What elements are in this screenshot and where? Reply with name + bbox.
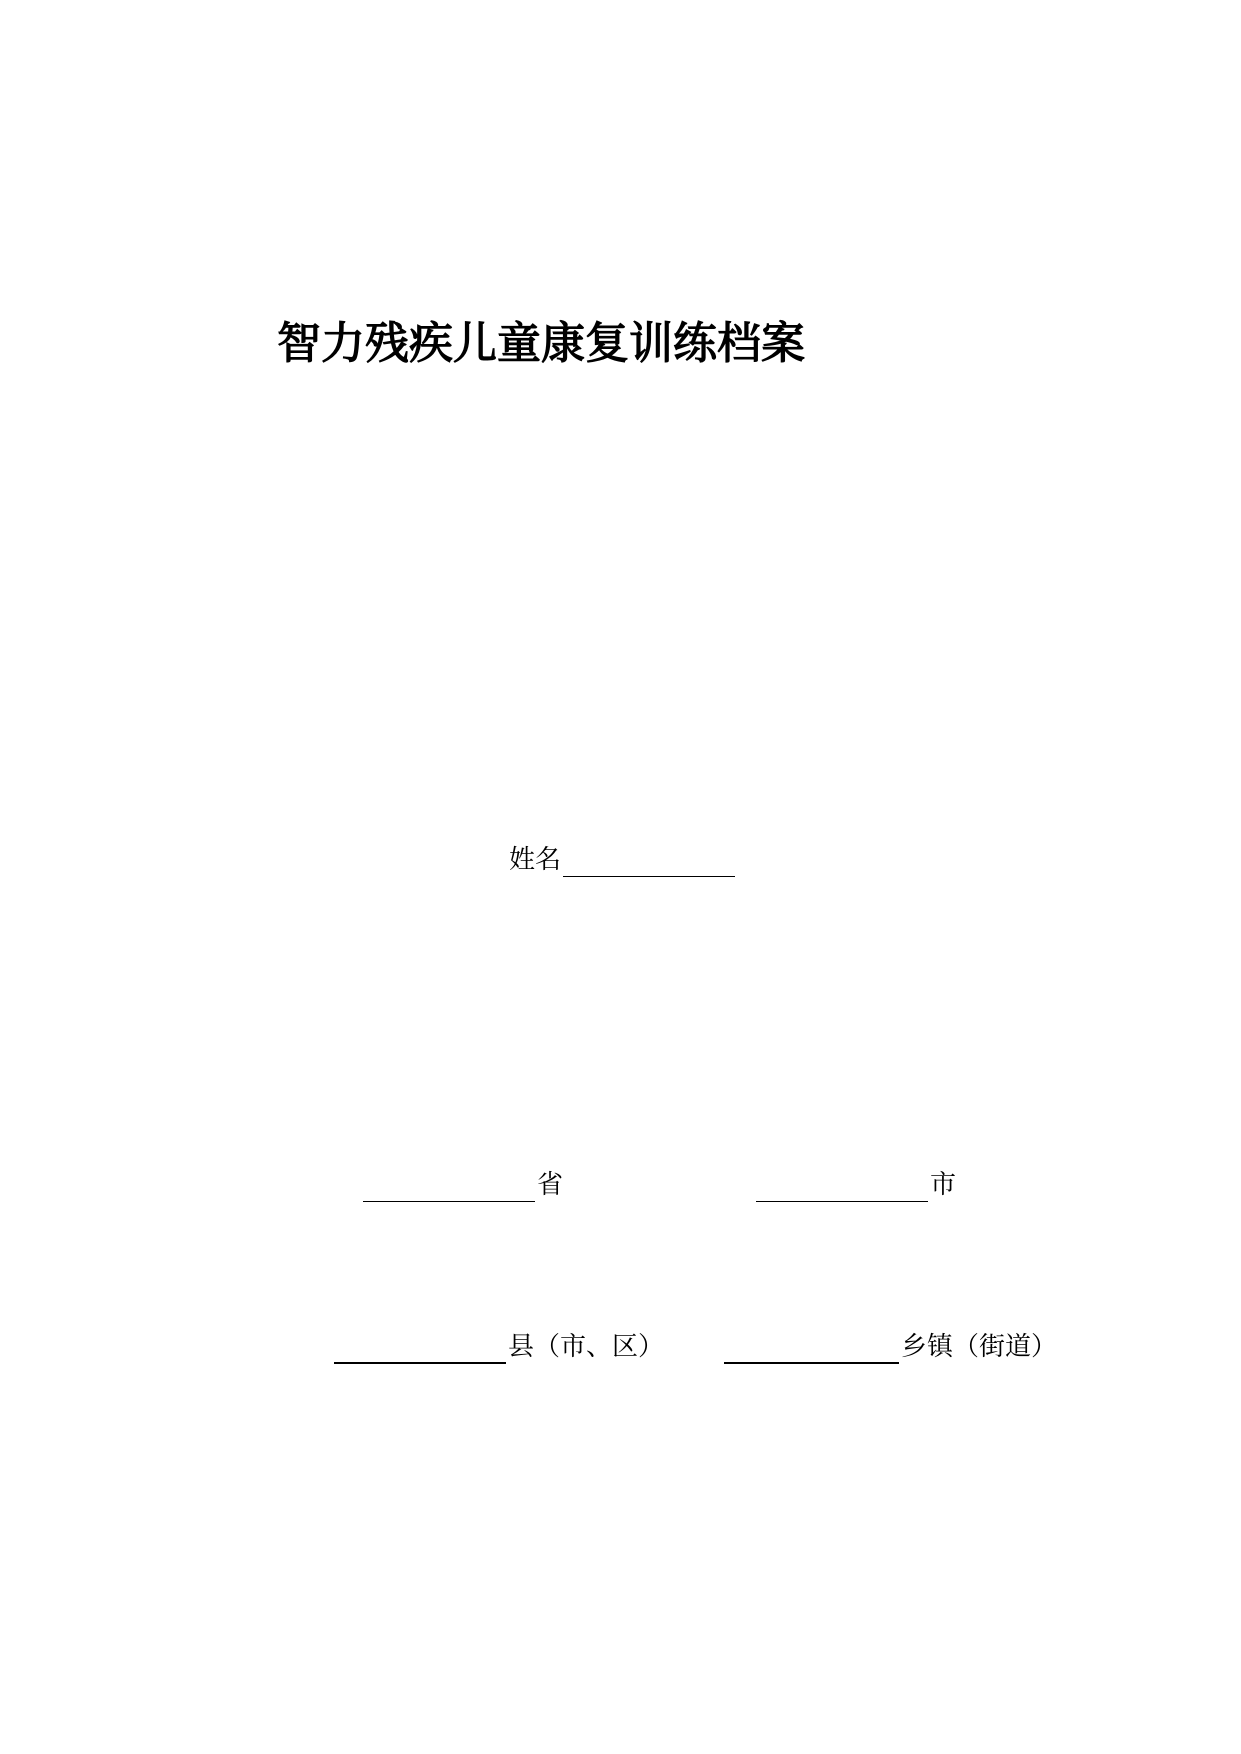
county-field <box>334 1330 664 1364</box>
province-field <box>363 1168 563 1202</box>
county-label: 县（市、区） <box>508 1332 665 1362</box>
name-blank-line[interactable] <box>563 846 735 877</box>
city-field <box>756 1168 956 1202</box>
township-label: 乡镇（街道） <box>901 1332 1058 1362</box>
township-blank-line[interactable] <box>724 1332 899 1364</box>
province-blank-line[interactable] <box>363 1171 535 1202</box>
name-field <box>509 843 735 877</box>
county-blank-line[interactable] <box>334 1332 506 1364</box>
township-field <box>724 1330 1057 1364</box>
document-title: 智力残疾儿童康复训练档案 <box>277 318 805 369</box>
city-label: 市 <box>930 1170 957 1200</box>
name-label: 姓名 <box>509 845 562 875</box>
province-label: 省 <box>537 1170 564 1200</box>
city-blank-line[interactable] <box>756 1171 928 1202</box>
